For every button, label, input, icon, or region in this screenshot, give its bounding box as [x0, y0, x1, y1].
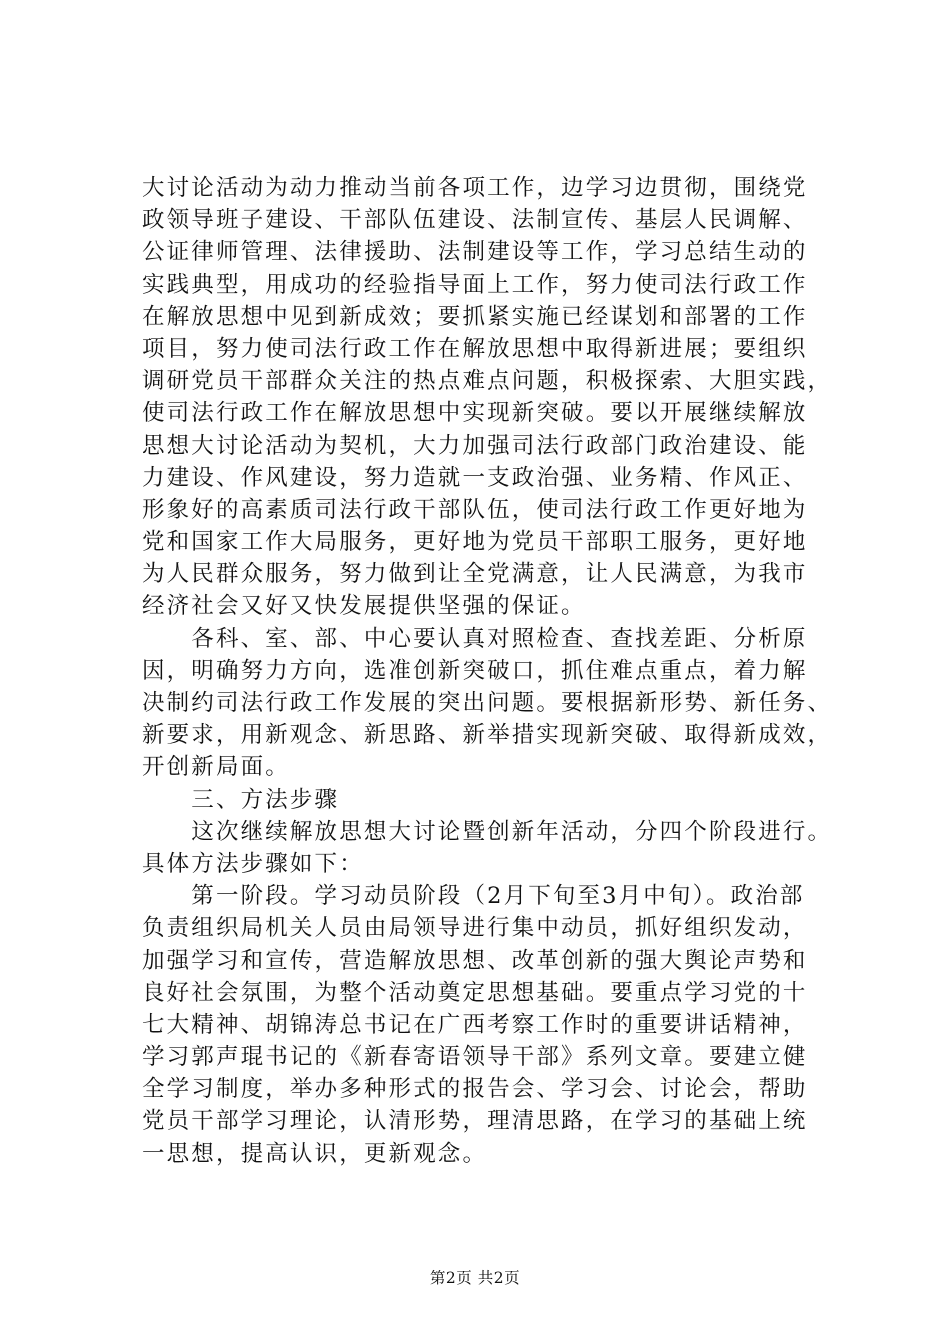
document-body [142, 172, 854, 1170]
text-line: 加强学习和宣传，营造解放思想、改革创新的强大舆论声势和 [142, 947, 808, 974]
text-line: 七大精神、胡锦涛总书记在广西考察工作时的重要讲话精神， [142, 1011, 808, 1038]
text-line: 这次继续解放思想大讨论暨创新年活动，分四个阶段进行。 [142, 818, 833, 845]
text-line: 良好社会氛围，为整个活动奠定思想基础。要重点学习党的十 [142, 979, 808, 1006]
text-line: 调研党员干部群众关注的热点难点问题，积极探索、大胆实践， [142, 368, 833, 395]
text-line: 三、方法步骤 [142, 786, 340, 813]
text-line: 大讨论活动为动力推动当前各项工作，边学习边贯彻，围绕党 [142, 175, 808, 201]
text-line: 思想大讨论活动为契机，大力加强司法行政部门政治建设、能 [142, 432, 808, 459]
page-footer: 第2页 共2页 [429, 1269, 521, 1287]
text-line: 一思想，提高认识，更新观念。 [142, 1140, 488, 1167]
text-line: 为人民群众服务，努力做到让全党满意，让人民满意，为我市 [142, 561, 808, 588]
text-line: 全学习制度，举办多种形式的报告会、学习会、讨论会，帮助 [142, 1076, 808, 1103]
text-line: 形象好的高素质司法行政干部队伍，使司法行政工作更好地为 [142, 496, 808, 523]
text-line: 具体方法步骤如下： [142, 850, 364, 877]
text-line: 政领导班子建设、干部队伍建设、法制宣传、基层人民调解、 [142, 207, 808, 234]
text-line: 开创新局面。 [142, 754, 290, 781]
text-line: 学习郭声琨书记的《新春寄语领导干部》系列文章。要建立健 [142, 1044, 808, 1071]
text-line: 党和国家工作大局服务，更好地为党员干部职工服务，更好地 [142, 529, 808, 556]
text-line: 决制约司法行政工作发展的突出问题。要根据新形势、新任务、 [142, 690, 833, 716]
text-line: 在解放思想中见到新成效；要抓紧实施已经谋划和部署的工作 [142, 303, 808, 330]
text-line: 使司法行政工作在解放思想中实现新突破。要以开展继续解放 [142, 400, 808, 427]
text-line: 力建设、作风建设，努力造就一支政治强、业务精、作风正、 [142, 464, 808, 491]
text-line: 党员干部学习理论，认清形势，理清思路，在学习的基础上统 [142, 1108, 808, 1135]
text-line: 新要求，用新观念、新思路、新举措实现新突破、取得新成效， [142, 722, 833, 749]
text-line: 各科、室、部、中心要认真对照检查、查找差距、分析原 [142, 625, 808, 652]
text-line: 公证律师管理、法律援助、法制建设等工作，学习总结生动的 [142, 239, 808, 266]
text-line: 项目，努力使司法行政工作在解放思想中取得新进展；要组织 [142, 335, 808, 362]
text-line: 负责组织局机关人员由局领导进行集中动员，抓好组织发动， [142, 915, 808, 942]
text-line: 经济社会又好又快发展提供坚强的保证。 [142, 593, 586, 620]
text-line: 第一阶段。学习动员阶段（2月下旬至3月中旬）。政治部 [142, 883, 805, 910]
text-line: 实践典型，用成功的经验指导面上工作，努力使司法行政工作 [142, 271, 808, 298]
text-line: 因，明确努力方向，选准创新突破口，抓住难点重点，着力解 [142, 657, 808, 684]
